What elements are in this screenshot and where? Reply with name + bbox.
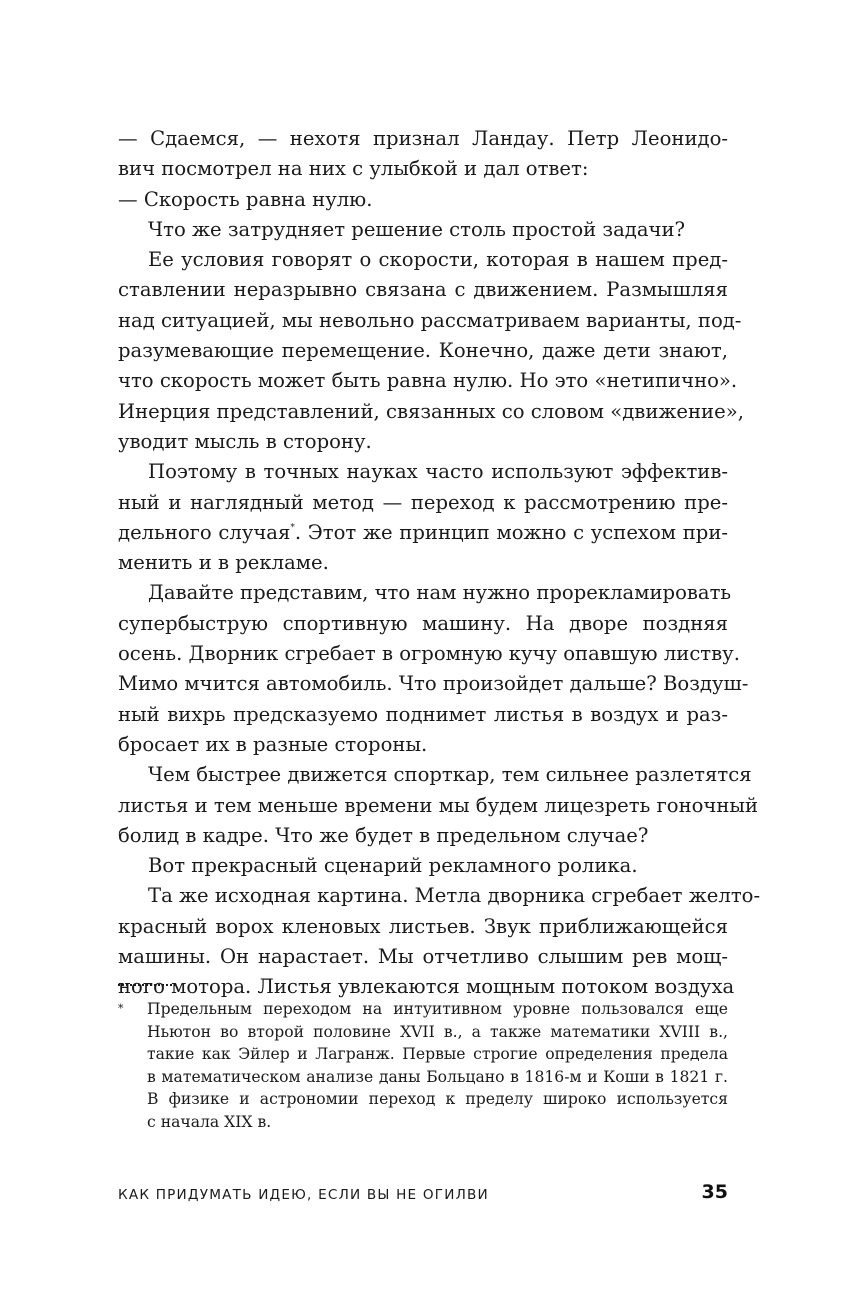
text-line: Чем быстрее движется спорткар, тем сильнее разлетятся: [148, 763, 752, 787]
footnote-line: Предельным переходом на интуитивном уровне пользовался еще: [147, 1000, 728, 1018]
text-line: разумевающие перемещение. Конечно, даже дети знают,: [118, 339, 728, 363]
text-line: — Сдаемся, — нехотя признал Ландау. Петр Леонидо-: [118, 127, 728, 150]
footnote-line: Ньютон во второй половине XVII в., а также математики XVIII в.,: [147, 1022, 728, 1041]
text-line: что скорость может быть равна нулю. Но это «нетипично».: [118, 369, 738, 393]
footnote: [118, 998, 728, 1134]
text-line: машины. Он нарастает. Мы отчетливо слышим рев мощ-: [118, 945, 728, 969]
text-line: красный ворох кленовых листьев. Звук приближающейся: [118, 914, 728, 938]
running-title: КАК ПРИДУМАТЬ ИДЕЮ, ЕСЛИ ВЫ НЕ ОГИЛВИ: [118, 1187, 489, 1203]
text-line: уводит мысль в сторону.: [118, 429, 372, 453]
footnote-line: с начала XIX в.: [147, 1112, 272, 1131]
text-line: супербыструю спортивную машину. На дворе поздняя: [118, 611, 728, 635]
text-line: Мимо мчится автомобиль. Что произойдет дальше? Воздуш-: [118, 672, 749, 696]
text-fragment: дельного случая: [118, 520, 291, 544]
text-line: над ситуацией, мы невольно рассматриваем варианты, под-: [118, 308, 742, 332]
footnote-line: В физике и астрономии переход к пределу широко используется: [147, 1090, 728, 1109]
text-line: Вот прекрасный сценарий рекламного ролика.: [148, 854, 638, 878]
text-line: листья и тем меньше времени мы будем лицезреть гоночный: [118, 793, 759, 817]
text-line: вич посмотрел на них с улыбкой и дал ответ:: [118, 157, 589, 181]
main-text: [118, 124, 761, 1003]
footnote-separator: [118, 984, 176, 986]
footnote-marker: *: [118, 1002, 124, 1015]
footnote-line: такие как Эйлер и Лагранж. Первые строгие определения предела: [147, 1045, 728, 1064]
page-number: 35: [701, 1181, 728, 1203]
text-fragment: . Этот же принцип можно с успехом при-: [294, 520, 728, 544]
text-line: ный и наглядный метод — переход к рассмотрению пре-: [118, 490, 728, 514]
text-line: болид в кадре. Что же будет в предельном случае?: [118, 823, 649, 847]
text-line: осень. Дворник сгребает в огромную кучу опавшую листву.: [118, 642, 740, 666]
text-line: Давайте представим, что нам нужно прорекламировать: [148, 581, 732, 605]
text-line: ного мотора. Листья увлекаются мощным потоком воздуха: [118, 975, 735, 999]
text-line: Что же затрудняет решение столь простой задачи?: [148, 217, 686, 241]
text-line: [118, 518, 728, 548]
footnote-line: в математическом анализе даны Больцано в 1816-м и Коши в 1821 г.: [147, 1067, 728, 1086]
footnote-reference: *: [290, 522, 295, 533]
text-line: ставлении неразрывно связана с движением. Размышляя: [118, 278, 728, 302]
text-line: Поэтому в точных науках часто используют эффектив-: [148, 460, 728, 484]
text-line: Ее условия говорят о скорости, которая в нашем пред-: [148, 248, 728, 272]
text-line: ный вихрь предсказуемо поднимет листья в воздух и раз-: [118, 702, 728, 726]
text-line: бросает их в разные стороны.: [118, 732, 428, 756]
text-line: Инерция представлений, связанных со словом «движение»,: [118, 399, 744, 423]
text-line: Та же исходная картина. Метла дворника сгребает желто-: [148, 884, 761, 908]
text-line: — Скорость равна нулю.: [118, 187, 373, 211]
text-line: менить и в рекламе.: [118, 551, 329, 575]
footnote-body: [147, 998, 728, 1134]
